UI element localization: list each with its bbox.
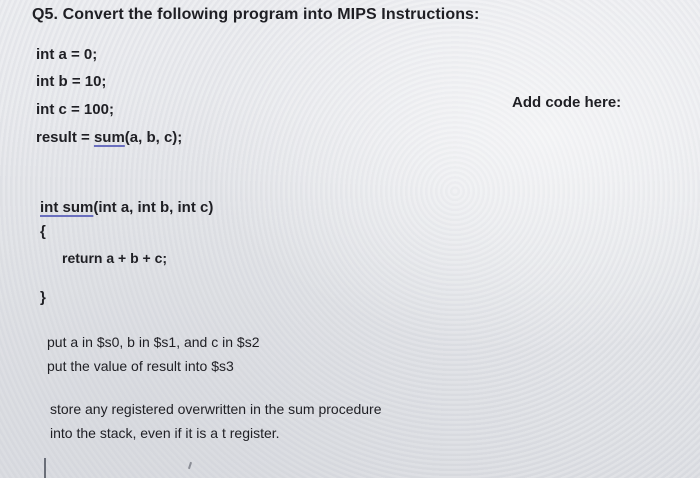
function-signature (40, 199, 213, 216)
open-brace: { (40, 223, 46, 240)
text-cursor[interactable] (44, 458, 46, 478)
result-prefix: result = (36, 129, 94, 146)
code-line-result (36, 129, 182, 146)
instruction-stack-2: into the stack, even if it is a t register. (50, 425, 280, 441)
function-params: (int a, int b, int c) (93, 199, 214, 216)
question-title: Q5. Convert the following program into MIPS Instructions: (32, 6, 480, 23)
result-args: (a, b, c); (124, 129, 183, 146)
code-line-b: int b = 10; (36, 73, 107, 90)
code-line-c: int c = 100; (36, 101, 114, 118)
close-brace: } (40, 289, 46, 306)
return-statement: return a + b + c; (62, 250, 168, 266)
stray-mark (188, 462, 192, 469)
instruction-result: put the value of result into $s3 (47, 358, 234, 374)
instruction-stack-1: store any registered overwritten in the sum procedure (50, 401, 382, 417)
add-code-label: Add code here: (512, 94, 622, 111)
code-line-a: int a = 0; (36, 46, 98, 63)
instruction-registers: put a in $s0, b in $s1, and c in $s2 (47, 334, 260, 350)
sum-call-link: sum (93, 129, 125, 146)
function-name: int sum (40, 199, 94, 216)
